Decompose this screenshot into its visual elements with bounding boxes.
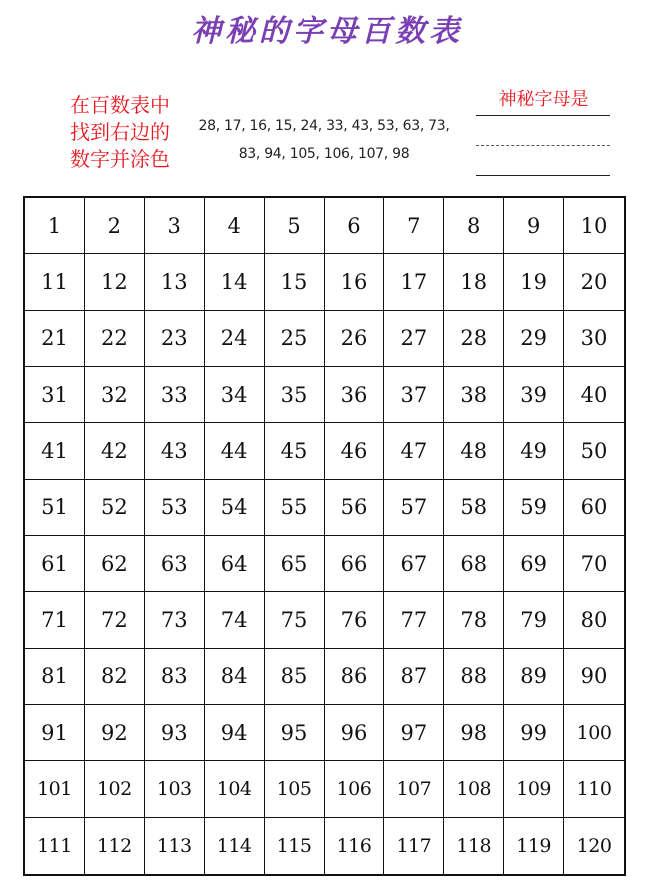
grid-cell[interactable]: 114 [205,818,265,874]
answer-line[interactable] [476,175,610,176]
grid-cell[interactable]: 116 [325,818,385,874]
grid-cell[interactable]: 59 [504,480,564,536]
grid-cell[interactable]: 118 [444,818,504,874]
grid-cell[interactable]: 88 [444,649,504,705]
grid-cell[interactable]: 117 [384,818,444,874]
grid-cell[interactable]: 93 [145,705,205,761]
grid-cell[interactable]: 74 [205,592,265,648]
grid-cell[interactable]: 54 [205,480,265,536]
grid-cell[interactable]: 56 [325,480,385,536]
grid-cell[interactable]: 6 [325,198,385,254]
instruction-line: 数字并涂色 [70,147,170,171]
grid-cell[interactable]: 86 [325,649,385,705]
answer-guide-line [476,145,610,146]
grid-cell[interactable]: 102 [85,761,145,817]
grid-cell[interactable]: 19 [504,254,564,310]
grid-cell[interactable]: 46 [325,423,385,479]
grid-cell[interactable]: 87 [384,649,444,705]
grid-cell[interactable]: 58 [444,480,504,536]
grid-cell[interactable]: 37 [384,367,444,423]
grid-cell[interactable]: 77 [384,592,444,648]
grid-cell[interactable]: 76 [325,592,385,648]
grid-cell[interactable]: 26 [325,311,385,367]
grid-cell[interactable]: 52 [85,480,145,536]
grid-cell[interactable]: 90 [564,649,624,705]
grid-cell[interactable]: 36 [325,367,385,423]
grid-cell[interactable]: 112 [85,818,145,874]
grid-cell[interactable]: 35 [265,367,325,423]
grid-cell[interactable]: 3 [145,198,205,254]
instruction-line: 找到右边的 [70,120,170,144]
grid-cell[interactable]: 69 [504,536,564,592]
grid-cell[interactable]: 18 [444,254,504,310]
grid-cell[interactable]: 83 [145,649,205,705]
grid-cell[interactable]: 60 [564,480,624,536]
grid-cell[interactable]: 89 [504,649,564,705]
grid-cell[interactable]: 50 [564,423,624,479]
grid-cell[interactable]: 57 [384,480,444,536]
grid-cell[interactable]: 23 [145,311,205,367]
grid-cell[interactable]: 101 [25,761,85,817]
grid-cell[interactable]: 109 [504,761,564,817]
grid-cell[interactable]: 2 [85,198,145,254]
grid-cell[interactable]: 14 [205,254,265,310]
grid-cell[interactable]: 12 [85,254,145,310]
grid-cell[interactable]: 48 [444,423,504,479]
grid-cell[interactable]: 75 [265,592,325,648]
grid-cell[interactable]: 94 [205,705,265,761]
grid-cell[interactable]: 70 [564,536,624,592]
grid-cell[interactable]: 5 [265,198,325,254]
grid-cell[interactable]: 40 [564,367,624,423]
grid-cell[interactable]: 29 [504,311,564,367]
grid-cell[interactable]: 71 [25,592,85,648]
grid-cell[interactable]: 104 [205,761,265,817]
grid-cell[interactable]: 30 [564,311,624,367]
grid-cell[interactable]: 82 [85,649,145,705]
hundred-chart-grid [23,196,626,876]
page-title: 神秘的字母百数表 [191,14,463,49]
grid-cell[interactable]: 120 [576,834,612,857]
grid-cell[interactable]: 107 [384,761,444,817]
grid-cell[interactable]: 99 [504,705,564,761]
grid-cell[interactable]: 97 [384,705,444,761]
grid-cell[interactable]: 7 [384,198,444,254]
grid-cell[interactable]: 92 [85,705,145,761]
grid-cell[interactable]: 51 [25,480,85,536]
grid-cell[interactable]: 103 [145,761,205,817]
grid-cell[interactable]: 65 [265,536,325,592]
grid-cell[interactable]: 39 [504,367,564,423]
grid-cell[interactable]: 42 [85,423,145,479]
grid-cell[interactable]: 110 [564,761,624,817]
grid-cell[interactable]: 8 [444,198,504,254]
grid-cell[interactable]: 24 [205,311,265,367]
grid-cell[interactable]: 67 [384,536,444,592]
grid-cell[interactable]: 1 [25,198,85,254]
grid-cell[interactable]: 108 [444,761,504,817]
grid-cell[interactable]: 80 [564,592,624,648]
grid-cell[interactable]: 81 [25,649,85,705]
answer-label: 神秘字母是 [498,89,589,110]
grid-cell[interactable]: 85 [265,649,325,705]
answer-line[interactable] [476,115,610,116]
grid-cell[interactable]: 105 [265,761,325,817]
grid-cell[interactable]: 63 [145,536,205,592]
grid-cell[interactable]: 68 [444,536,504,592]
grid-cell[interactable]: 79 [504,592,564,648]
grid-cell[interactable]: 4 [205,198,265,254]
grid-cell[interactable]: 41 [25,423,85,479]
grid-cell[interactable]: 61 [25,536,85,592]
grid-cell[interactable]: 22 [85,311,145,367]
grid-cell[interactable]: 55 [265,480,325,536]
grid-cell[interactable]: 47 [384,423,444,479]
grid-cell[interactable]: 44 [205,423,265,479]
grid-cell[interactable]: 62 [85,536,145,592]
grid-cell[interactable]: 13 [145,254,205,310]
grid-cell[interactable]: 84 [205,649,265,705]
grid-cell[interactable]: 10 [564,198,624,254]
grid-cell[interactable]: 95 [265,705,325,761]
instruction-line: 在百数表中 [70,93,170,117]
instruction-text [40,92,200,173]
grid-cell[interactable]: 72 [85,592,145,648]
target-number-list [190,112,458,168]
grid-cell[interactable]: 113 [145,818,205,874]
number-list-line: 28, 17, 16, 15, 24, 33, 43, 53, 63, 73, [198,118,450,134]
grid-cell[interactable]: 33 [145,367,205,423]
grid-cell[interactable]: 34 [205,367,265,423]
grid-cell[interactable]: 28 [444,311,504,367]
grid-cell[interactable]: 31 [25,367,85,423]
grid-cell[interactable]: 73 [145,592,205,648]
grid-cell[interactable]: 53 [145,480,205,536]
grid-cell[interactable]: 43 [145,423,205,479]
grid-cell[interactable]: 98 [444,705,504,761]
grid-cell[interactable]: 100 [564,705,624,761]
grid-cell[interactable]: 38 [444,367,504,423]
grid-cell[interactable]: 78 [444,592,504,648]
grid-cell[interactable]: 96 [325,705,385,761]
grid-cell[interactable]: 20 [564,254,624,310]
grid-cell[interactable]: 106 [325,761,385,817]
grid-cell[interactable]: 21 [25,311,85,367]
grid-cell[interactable]: 64 [205,536,265,592]
number-list-line: 83, 94, 105, 106, 107, 98 [238,146,410,162]
grid-cell[interactable]: 49 [504,423,564,479]
grid-cell[interactable]: 9 [504,198,564,254]
grid-cell[interactable]: 17 [384,254,444,310]
grid-cell[interactable]: 32 [85,367,145,423]
grid-cell[interactable]: 115 [265,818,325,874]
grid-cell[interactable]: 45 [265,423,325,479]
grid-cell[interactable]: 16 [325,254,385,310]
grid-cell[interactable]: 27 [384,311,444,367]
grid-cell[interactable]: 11 [25,254,85,310]
grid-cell[interactable]: 119 [504,818,564,874]
grid-cell[interactable]: 25 [265,311,325,367]
grid-cell[interactable]: 111 [25,818,85,874]
grid-cell[interactable]: 66 [325,536,385,592]
grid-cell[interactable]: 91 [25,705,85,761]
grid-cell[interactable]: 15 [265,254,325,310]
